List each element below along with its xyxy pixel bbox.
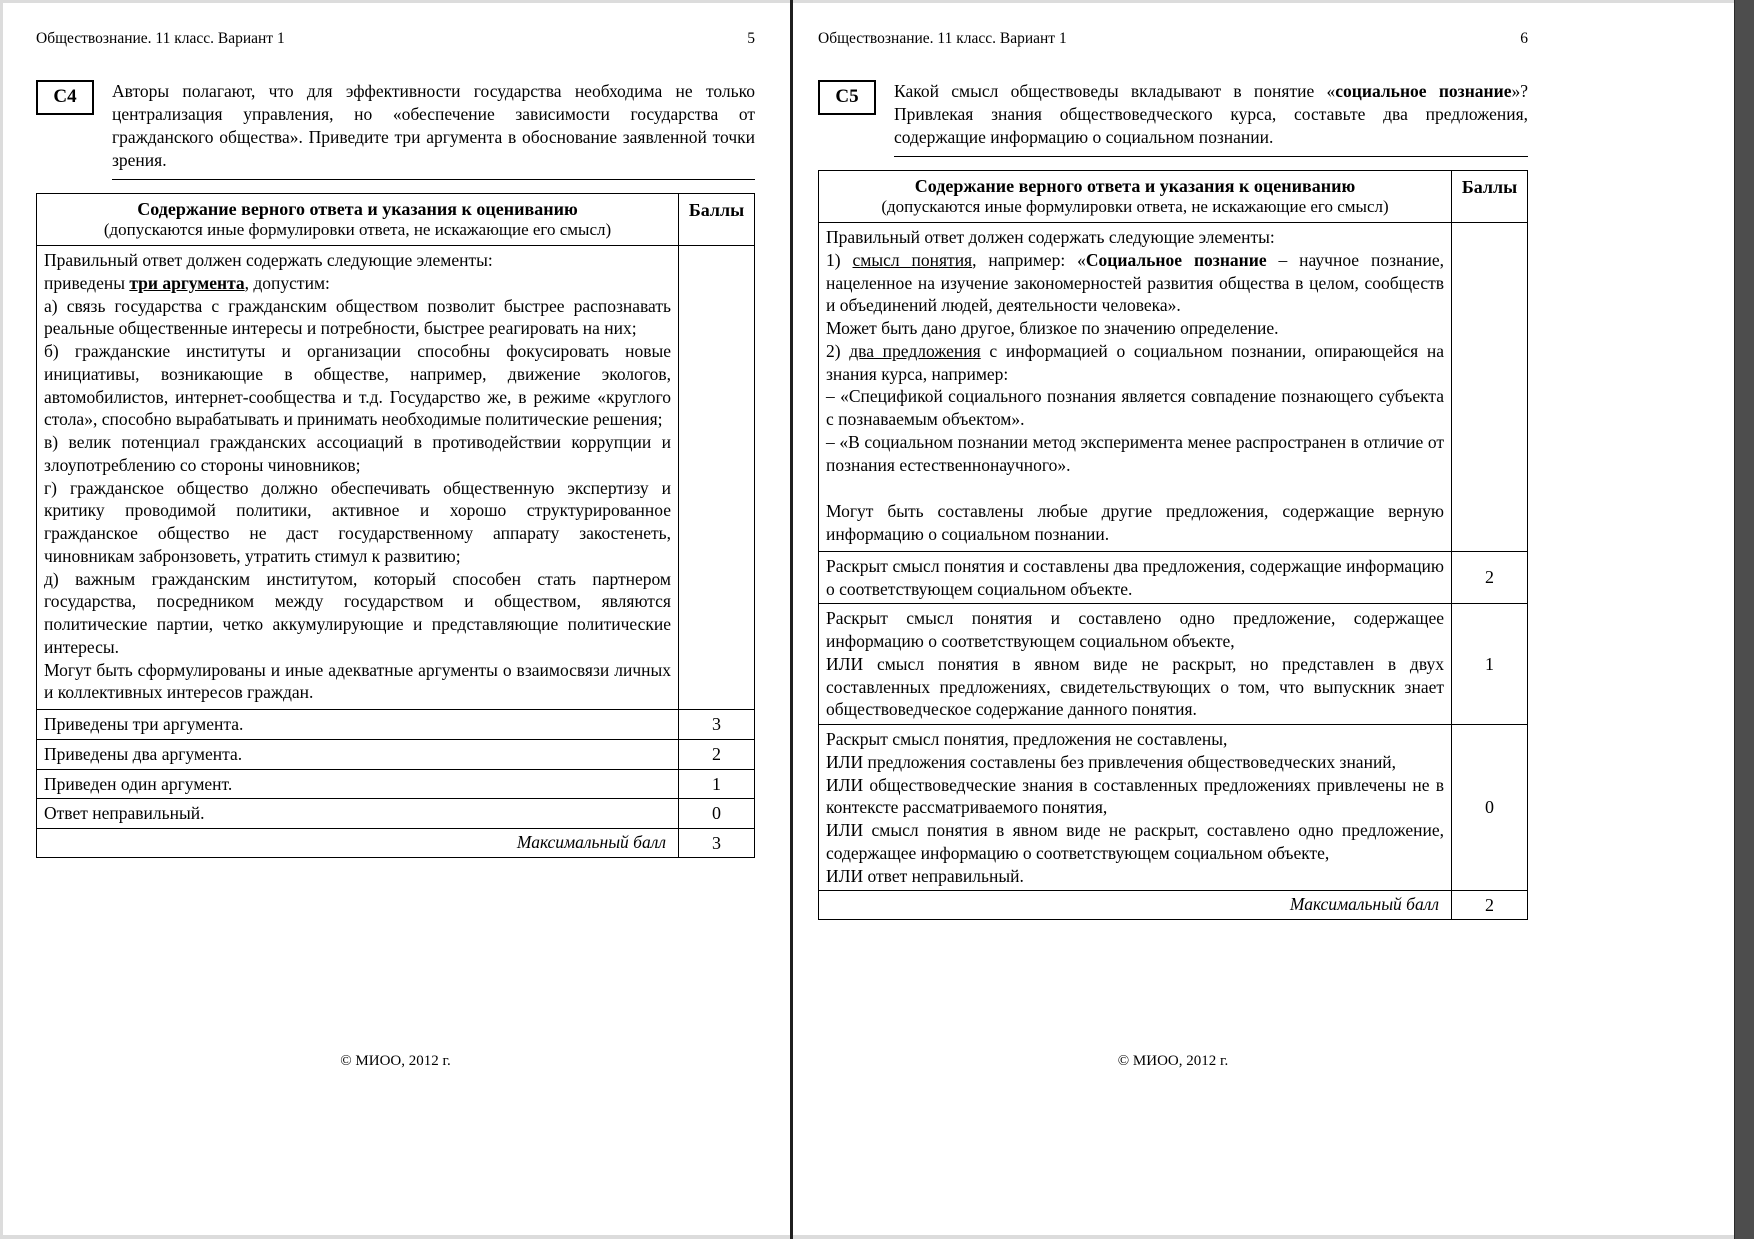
task-code-label: С4 — [53, 86, 77, 108]
max-score-label: Максимальный балл — [819, 891, 1452, 920]
score-criterion: Приведен один аргумент. — [37, 769, 679, 799]
task-statement: Какой смысл обществоведы вкладывают в понятие «социальное познание»? Привлекая знания обществоведческого курса, составьте два предложения, содержащие информацию о социальном познании. — [894, 80, 1528, 157]
score-points: 1 — [679, 769, 755, 799]
table-header-row — [819, 170, 1528, 222]
max-score-points: 2 — [1452, 891, 1528, 920]
criteria-title: Содержание верного ответа и указания к оцениванию — [137, 198, 578, 219]
page-number: 5 — [747, 30, 755, 47]
page-header — [36, 30, 755, 49]
criteria-header-cell — [819, 170, 1452, 222]
task-c5 — [818, 80, 1528, 157]
max-score-label: Максимальный балл — [37, 829, 679, 858]
max-score-points: 3 — [679, 829, 755, 858]
points-header-cell: Баллы — [679, 193, 755, 245]
answer-content-row — [819, 223, 1528, 552]
score-criterion: Приведены три аргумента. — [37, 710, 679, 740]
answer-content-row — [37, 246, 755, 710]
score-criterion: Раскрыт смысл понятия и составлено одно предложение, содержащее информацию о соответствующем социальном объекте, ИЛИ смысл понятия в явном виде не раскрыт, но представлен в двух составленных предложениях, свидетельствующих о том, что выпускник знает обществоведческое содержание данного понятия. — [819, 604, 1452, 725]
page-footer: © МИОО, 2012 г. — [1117, 1053, 1229, 1069]
criteria-note: (допускаются иные формулировки ответа, не искажающие его смысл) — [881, 197, 1389, 217]
answer-table — [36, 193, 755, 858]
task-code-label: С5 — [835, 86, 859, 108]
score-row — [819, 551, 1528, 604]
vertical-scrollbar[interactable] — [1734, 0, 1754, 1239]
document-title: Обществознание. 11 класс. Вариант 1 — [818, 30, 1067, 47]
score-points: 2 — [1452, 551, 1528, 604]
score-criterion: Приведены два аргумента. — [37, 739, 679, 769]
answer-content: Правильный ответ должен содержать следующие элементы: 1) смысл понятия, например: «Социальное познание – научное познание, нацеленное на изучение закономерностей развития общества в целом, сообществ и объединений людей, деятельности человека». Может быть дано другое, близкое по значению определение. 2) два предложения с информацией о социальном познании, опирающейся на знания курса, например: – «Спецификой социального познания является совпадение познающего субъекта с познаваемым объектом». – «В социальном познании метод эксперимента менее распространен в отличие от познания естественнонаучного». Могут быть составлены любые другие предложения, содержащие верную информацию о социальном познании. — [819, 223, 1452, 552]
score-row — [819, 725, 1528, 891]
score-criterion: Ответ неправильный. — [37, 799, 679, 829]
answer-content-points — [679, 246, 755, 710]
criteria-title: Содержание верного ответа и указания к оцениванию — [914, 175, 1356, 196]
score-criterion: Раскрыт смысл понятия и составлены два предложения, содержащие информацию о соответствующем социальном объекте. — [819, 551, 1452, 604]
task-code-box — [36, 80, 94, 115]
answer-content-points — [1452, 223, 1528, 552]
score-row — [37, 739, 755, 769]
page-footer: © МИОО, 2012 г. — [340, 1053, 451, 1069]
page-header — [818, 30, 1528, 49]
criteria-header-cell — [37, 193, 679, 245]
page-6 — [793, 3, 1734, 1235]
page-number: 6 — [1520, 30, 1528, 47]
task-statement: Авторы полагают, что для эффективности государства необходима не только централизация управления, но «обеспечение зависимости государства от гражданского общества». Приведите три аргумента в обоснование заявленной точки зрения. — [112, 80, 755, 180]
score-points: 0 — [1452, 725, 1528, 891]
criteria-note: (допускаются иные формулировки ответа, не искажающие его смысл) — [103, 220, 612, 240]
task-code-box — [818, 80, 876, 115]
points-header-cell: Баллы — [1452, 170, 1528, 222]
page-6-content — [793, 3, 1734, 920]
score-points: 1 — [1452, 604, 1528, 725]
page-5-content — [3, 3, 790, 858]
max-score-row — [37, 829, 755, 858]
document-title: Обществознание. 11 класс. Вариант 1 — [36, 30, 285, 47]
answer-table — [818, 170, 1528, 920]
score-row — [819, 604, 1528, 725]
score-row — [37, 769, 755, 799]
page-5 — [3, 3, 790, 1235]
table-header-row — [37, 193, 755, 245]
task-c4 — [36, 80, 755, 180]
answer-content: Правильный ответ должен содержать следующие элементы: приведены три аргумента, допустим: а) связь государства с гражданским обществом позволит быстрее распознавать реальные общественные интересы и потребности, быстрее реагировать на них; б) гражданские институты и организации способны фокусировать новые инициативы, возникающие в обществе, например, движение экологов, автомобилистов, интернет-сообщества и т.д. Государство же, в режиме «круглого стола», способно вырабатывать и принимать необходимые политические решения; в) велик потенциал гражданских ассоциаций в противодействии коррупции и злоупотреблению со стороны чиновников; г) гражданское общество должно обеспечивать общественную экспертизу и критику проводимой политики, активное и хорошо структурированное гражданское общество не даст государственному аппарату закостенеть, чиновникам забронзоветь, утратить стимул к развитию; д) важным гражданским институтом, который способен стать партнером государства, посредником между государством и обществом, являются политические партии, четко аккумулирующие и представляющие политические интересы. Могут быть сформулированы и иные адекватные аргументы о взаимосвязи личных и коллективных интересов граждан. — [37, 246, 679, 710]
score-row — [37, 710, 755, 740]
score-row — [37, 799, 755, 829]
score-points: 2 — [679, 739, 755, 769]
score-points: 0 — [679, 799, 755, 829]
score-points: 3 — [679, 710, 755, 740]
score-criterion: Раскрыт смысл понятия, предложения не составлены, ИЛИ предложения составлены без привлечения обществоведческих знаний, ИЛИ обществоведческие знания в составленных предложениях привлечены не в контексте рассматриваемого понятия, ИЛИ смысл понятия в явном виде не раскрыт, составлено одно предложение, содержащее информацию о соответствующем социальном объекте, ИЛИ ответ неправильный. — [819, 725, 1452, 891]
max-score-row — [819, 891, 1528, 920]
